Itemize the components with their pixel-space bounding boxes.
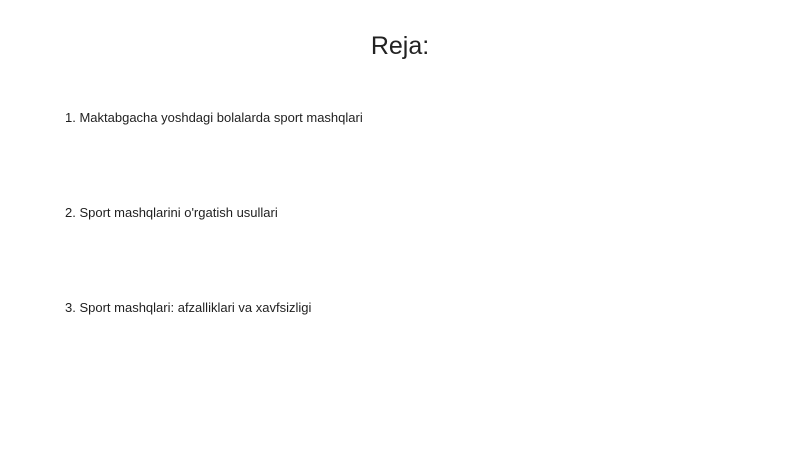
slide-title: Reja: bbox=[370, 32, 430, 60]
plan-item-3: 3. Sport mashqlari: afzalliklari va xavfsizligi bbox=[65, 300, 312, 315]
plan-item-2: 2. Sport mashqlarini o'rgatish usullari bbox=[65, 205, 278, 220]
plan-item-1: 1. Maktabgacha yoshdagi bolalarda sport mashqlari bbox=[65, 110, 363, 125]
